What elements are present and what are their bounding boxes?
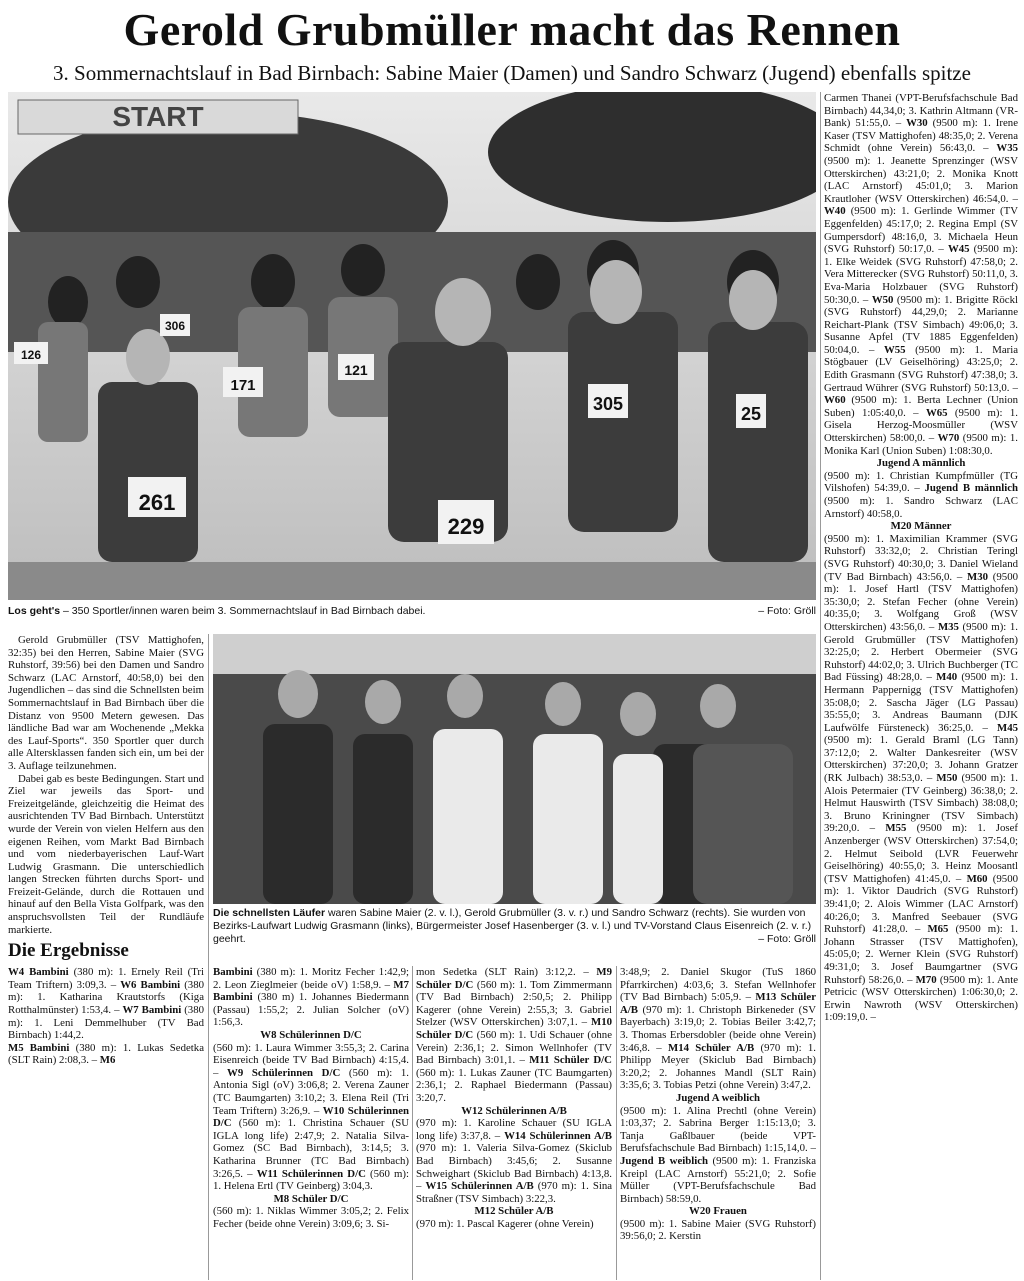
photo-winners-caption (213, 907, 816, 946)
result-category: W8 Schülerinnen D/C (260, 1028, 362, 1041)
caption-bold: Los geht's (8, 605, 61, 617)
result-text: (9500 m): 1. Alois Petermaier (TV Geinberg) 36:38,0; 2. Helmut Hauswirth (TSV Simbach) 38:08,0; 3. Bruno Kriningner (TSV Simbach) 39:20,0. – (824, 772, 1018, 835)
photo-runners-caption (8, 605, 816, 618)
result-text: (9500 m): 1. Viktor Daudrich (SVG Ruhstorf) 39:41,0; 2. Alois Wimmer (LAC Arnstorf) 40:26,0; 3. Manfred Seebauer (SVG Ruhstorf) 41:28,0. – (824, 872, 1018, 936)
result-category: W40 (824, 205, 846, 218)
result-category: M65 (927, 923, 949, 936)
article-paragraph: Gerold Grubmüller (TSV Mattighofen, 32:35) bei den Herren, Sabine Maier (SVG Ruhstorf, 39:56) bei den Damen und Sandro Schwarz (LAC Arnstorf, 40:58,0) bei den Jugendlichen – das sind die Schnellsten beim Sommernachtslauf in Bad Birnbach über die Distanz von 9500 Metern gewesen. Das ländliche Bad war am Wochenende „Mekka des Lauf-Sports“. 350 Sportler quer durch alle Altersklassen fanden sich ein, um bei der 3. Auflage teilzunehmen. (8, 634, 204, 772)
result-text: 3:48,9; 2. Daniel Skugor (TuS 1860 Pfarrkirchen) 4:03,6; 3. Stefan Wellnhofer (TV Bad Birnbach) 5:05,9. – (620, 966, 816, 1004)
result-text: (560 m): 1. Lukas Zauner (TC Baumgarten) 2:36,1; 2. Raphael Biedermann (Passau) 3:20,7. (416, 1066, 612, 1104)
result-text: (9500 m): 1. Gerlinde Wimmer (TV Eggenfelden) 45:17,0; 2. Regina Empl (SV Gumpersdorf) 48:16,0, 3. Michaela Heun (SVG Ruhstorf) 50:17,0. – (824, 205, 1018, 256)
result-text: Carmen Thanei (VPT-Berufsfachschule Bad Birnbach) 44,34,0; 3. Kathrin Altmann (VR-Bank) 51:55,0. – (824, 92, 1018, 130)
result-text: (9500 m): 1. Maria Stögbauer (LV Geiselhöring) 43:25,0; 2. Edith Grasmann (SVG Ruhstorf) 47:38,0; 3. Gertraud Wührer (SVG Ruhstorf) 50:13,0. – (824, 343, 1018, 394)
result-text: (560 m): 1. Niklas Wimmer 3:05,2; 2. Felix Fecher (beide ohne Verein) 3:09,6; 3. Si- (213, 1205, 409, 1230)
start-banner-text: START (112, 101, 204, 132)
bib-number: 171 (230, 377, 256, 394)
result-text: (560 m): 1. Laura Wimmer 3:55,3; 2. Carina Eisenreich (beide TV Bad Birnbach) 4:15,4. – (213, 1041, 409, 1079)
column-rule (616, 966, 617, 1280)
result-text: (9500 m): 1. Sabine Maier (SVG Ruhstorf) 39:56,0; 2. Kerstin (620, 1217, 816, 1243)
subheadline: 3. Sommernachtslauf in Bad Birnbach: Sabine Maier (Damen) und Sandro Schwarz (Jugend) ebenfalls spitze (53, 61, 971, 85)
column-rule (412, 966, 413, 1280)
result-text: (9500 m): 1. Gisela Herzog-Moosmüller (WSV Otterskirchen) 58:00,0. – (824, 406, 1018, 445)
result-category: M13 Schüler A/B (620, 991, 816, 1016)
result-text: (9500 m): 1. Josef Hartl (TSV Mattighofen) 35:30,0; 2. Stefan Fecher (ohne Verein) 40:35,0; 3. Wolfgang Groß (WSV Otterskirchen) 43:56,0. – (824, 570, 1018, 633)
result-category: Jugend A weiblich (676, 1091, 760, 1104)
result-category: M70 (915, 973, 937, 986)
result-category: M60 (966, 872, 988, 885)
result-text: (970 m): 1. Valeria Silva-Gomez (Skiclub Bad Birnbach) 3:45,6; 2. Susanne Schweighart (Skiclub Bad Birnbach) 4:13,8. – (416, 1142, 612, 1193)
result-category: Jugend B männlich (924, 482, 1018, 495)
column-rule (820, 92, 821, 1280)
result-entry: W4 Bambini (380 m): 1. Ernely Reil (Tri Team Triftern) 3:09,3. – (8, 966, 204, 991)
result-text: (9500 m): 1. Gerald Braml (LG Tann) 37:12,0; 2. Walter Dankesreiter (WSV Otterskirchen) 37:20,0; 3. Johann Gratzer (RK Julbach) 38:53,0. – (824, 734, 1018, 785)
result-category: M8 Schüler D/C (273, 1192, 349, 1205)
result-entry: W7 Bambini (380 m): 1. Leni Demmelhuber (TV Bad Birnbach) 1:44,2. (8, 1004, 204, 1042)
result-text: (9500 m): 1. Sandro Schwarz (LAC Arnstorf) 40:58,0. (824, 495, 1018, 520)
bib-number: 305 (592, 394, 624, 414)
headline: Gerold Grubmüller macht das Rennen (123, 4, 901, 55)
result-category: W14 Schülerinnen A/B (504, 1129, 612, 1142)
result-text: (970 m): 1. Karoline Schauer (SU IGLA long life) 3:37,8. – (416, 1117, 612, 1142)
result-category: M9 Schüler D/C (416, 966, 612, 991)
results-column-3 (416, 966, 612, 1280)
result-text: (560 m): 1. Helena Ertl (TV Geinberg) 3:04,3. (213, 1167, 409, 1193)
result-category: M45 (997, 721, 1018, 734)
results-column-4 (620, 966, 816, 1280)
result-text: (970 m): 1. Christoph Birkeneder (SV Bayerbach) 3:19,0; 2. Tobias Beiler 3:42,7; 3. Thomas Erbersdobler (beide ohne Verein) 3:46,8. – (620, 1003, 816, 1054)
result-category: W30 (906, 117, 928, 130)
bib-number: 229 (447, 514, 485, 539)
bib-number: 25 (740, 404, 762, 424)
result-entry: M6 (99, 1054, 116, 1067)
photo-runners (8, 92, 816, 600)
photo-winners (213, 634, 816, 904)
result-category: M12 Schüler A/B (474, 1205, 554, 1218)
result-text: (970 m): 1. Sina Straßner (TSV Simbach) 3:22,3. (416, 1180, 612, 1205)
result-category: W9 Schülerinnen D/C (227, 1066, 341, 1079)
result-text: (9500 m): 1. Ante Petricic (WSV Otterskirchen) 1:06:30,0; 2. Erwin Nawroth (WSV Otterskirchen) 1:09:19,0. – (824, 973, 1018, 1024)
result-text: (9500 m): 1. Jeanette Sprenzinger (WSV Otterskirchen) 43:21,0; 2. Monika Knott (LAC Arnstorf) 45:01,0; 3. Marion Krautloher (WSV Otterskirchen) 46:54,0. – (824, 154, 1018, 205)
photo-credit: – Foto: Gröll (758, 933, 816, 945)
result-category: W55 (883, 343, 906, 356)
result-category: M10 Schüler D/C (416, 1016, 612, 1041)
result-category: M14 Schüler A/B (668, 1041, 755, 1054)
result-text: (9500 m): 1. Franziska Kreipl (LAC Arnstorf) 55:21,0; 2. Sofie Müller (VPT-Berufsfachschule Bad Birnbach) 58:59,0. (620, 1154, 816, 1205)
bib-number: 306 (164, 319, 186, 333)
result-category: W35 (996, 142, 1018, 155)
result-text: (9500 m): 1. Gerold Grubmüller (TSV Mattighofen) 32:25,0; 2. Herbert Obermeier (SVG Ruhstorf) 44:02,0; 3. Ulrich Buchberger (TC Bad Füssing) 48:28,0. – (824, 620, 1018, 684)
result-category: M50 (936, 772, 958, 785)
result-text: (9500 m): 1. Irene Kaser (TSV Mattighofen) 48:35,0; 2. Verena Schmidt (ohne Verein) 56:43,0. – (824, 117, 1018, 155)
results-heading: Die Ergebnisse (8, 940, 129, 962)
photo-credit: – Foto: Gröll (758, 605, 816, 617)
caption-text: – 350 Sportler/innen waren beim 3. Sommernachtslauf in Bad Birnbach dabei. (60, 605, 426, 617)
result-category: W50 (871, 293, 894, 306)
result-text: (9500 m): 1. Johann Strasser (TSV Mattighofen), 45:05,0; 2. Werner Klein (SVG Ruhstorf) 49:31,0; 3. Josef Baumgartner (SVG Ruhstorf) 58:26,0. – (824, 923, 1018, 986)
result-category: W65 (925, 406, 948, 419)
column-rule (208, 634, 209, 1280)
result-text: (380 m) 1. Johannes Biedermann (Passau) 1:55,2; 2. Julian Solcher (oV) 1:56,3. (213, 991, 409, 1029)
result-text: (560 m): 1. Antonia Sigl (oV) 3:06,8; 2. Verena Zauner (TC Baumgarten) 3:10,2; 3. Elena Reil (Tri Team Triftern) 3:26,9. – (213, 1066, 409, 1117)
result-text: (9500 m): 1. Alina Prechtl (ohne Verein) 1:03,37; 2. Sabrina Berger 1:15:13,0; 3. Tanja Gaßlbauer (beide VPT-Berufsfachschule Bad Birnbach) 1:15,14,0. – (620, 1104, 816, 1155)
results-list-col1 (8, 966, 204, 1067)
result-text: (970 m): 1. Philipp Meyer (Skiclub Bad Birnbach) 3:20,2; 2. Johannes Mandl (SLT Rain) 3:35,6; 3. Tobias Petzi (ohne Verein) 3:47,2. (620, 1041, 816, 1092)
result-entry: M5 Bambini (380 m): 1. Lukas Sedetka (SLT Rain) 2:08,3. – (8, 1041, 204, 1067)
result-category: Jugend B weiblich (620, 1154, 709, 1167)
result-text: (9500 m): 1. Elke Weidek (SVG Ruhstorf) 47:58,0; 2. Vera Mitterecker (SVG Ruhstorf) 50:11,0, 3. Eva-Maria Holzbauer (SVG Ruhstorf) 50:30,0. – (824, 243, 1018, 306)
result-text: (9500 m): 1. Brigitte Röckl (SVG Ruhstorf) 44,29,0; 2. Marianne Reichart-Plank (TSV Simbach) 49:06,0; 3. Susanne Apfel (TV 1885 Eggenfelden) 50:04,0. – (824, 293, 1018, 356)
result-category: W15 Schülerinnen A/B (425, 1180, 534, 1193)
result-category: M20 Männer (890, 520, 952, 533)
results-column-2 (213, 966, 409, 1280)
result-category: M55 (885, 822, 907, 835)
result-entry: Bambini (380 m): 1. Moritz Fecher 1:42,9; 2. Leon Zieglmeier (beide oV) 1:58,9. – (213, 966, 409, 991)
bib-number: 121 (344, 362, 368, 378)
result-category: W11 Schülerinnen D/C (256, 1167, 366, 1180)
photo-runners-image (8, 92, 816, 600)
result-category: Jugend A männlich (876, 457, 966, 470)
article-paragraph: Dabei gab es beste Bedingungen. Start und Ziel war jeweils das Sport- und Freizeitgelände, gleichzeitig die Heimat des ausrichtenden TV Bad Birnbach. Unterstützt wurde der Verein von vielen Helfern aus den eigenen Reihen, vom Markt Bad Birnbach und vom niederbayerischen Lauf-Wart Ludwig Grasmann. Die unterschiedlich langen Strecken führten durchs Sport- und Freizeit-Gelände, durch die Rottauen und hinauf auf den Bella Vista Golfpark, was den anspruchsvollsten Teil der Rundläufe markierte. (8, 772, 204, 936)
result-text: (560 m): 1. Christina Schauer (SU IGLA long life) 2:47,9; 2. Natalia Silva-Gomez (SC Bad Birnbach), 3:14,5; 3. Katharina Brunner (TC Bad Birnbach) 3:26,5. – (213, 1117, 409, 1180)
results-column-5 (824, 92, 1018, 1280)
result-text: (970 m): 1. Pascal Kagerer (ohne Verein) (416, 1217, 594, 1230)
result-text: (9500 m): 1. Maximilian Krammer (SVG Ruhstorf) 33:32,0; 2. Christian Teringl (SVG Ruhstorf) 40:30,0; 3. Daniel Wieland (TV Bad Birnbach) 43:56,0. – (824, 532, 1018, 583)
result-category: M40 (936, 671, 958, 684)
result-category: W10 Schülerinnen D/C (213, 1104, 409, 1130)
result-category: W20 Frauen (689, 1205, 747, 1218)
result-text: (9500 m): 1. Josef Anzenberger (WSV Otterskirchen) 37:54,0; 2. Helmut Seibold (LVR Feuerwehr Geiselhöring) 40:55,0; 3. Heinz Moosantl (TSV Mattighofen) 41:45,0. – (824, 822, 1018, 885)
result-category: W45 (947, 243, 970, 256)
result-entry: M7 Bambini (213, 978, 409, 1004)
result-category: W60 (824, 394, 846, 407)
bib-number: 126 (20, 348, 42, 362)
result-category: W12 Schülerinnen A/B (461, 1104, 567, 1117)
result-entry: W6 Bambini (380 m): 1. Katharina Krautstorfs (Kiga Rotthalmünster) 1:53,4. – (8, 978, 204, 1017)
caption-bold: Die schnellsten Läufer (213, 907, 326, 919)
result-text: (560 m): 1. Tom Zimmermann (TV Bad Birnbach) 2:50,5; 2. Philipp Kagerer (ohne Verein) 2:55,3; 3. Gabriel Stelzer (WSV Otterskirchen) 3:07,1. – (416, 978, 612, 1029)
photo-winners-image (213, 634, 816, 904)
result-category: M11 Schüler D/C (529, 1054, 612, 1067)
result-text: (9500 m): 1. Monika Karl (Union Suben) 1:08:30,0. (824, 432, 1018, 457)
result-text: (9500 m): 1. Hermann Pappernigg (TSV Mattighofen) 35:08,0; 2. Sascha Jäger (LG Passau) 35:55,0; 3. Andreas Baumann (DJK Laufwölfe Fürsteneck) 36:25,0. – (824, 671, 1018, 734)
result-text: (9500 m): 1. Christian Kumpfmüller (TG Vilshofen) 54:39,0. – (824, 469, 1018, 495)
result-text: mon Sedetka (SLT Rain) 3:12,2. – (416, 966, 597, 978)
result-category: M30 (967, 570, 989, 583)
article-column-1 (8, 634, 204, 1280)
result-category: M35 (937, 620, 959, 633)
bib-number: 261 (138, 490, 176, 515)
result-text: (560 m): 1. Udi Schauer (ohne Verein) 2:36,1; 2. Simon Wellnhofer (TV Bad Birnbach) 3:01,1. – (416, 1028, 612, 1067)
result-text: (9500 m): 1. Berta Lechner (Union Suben) 1:05:40,0. – (824, 394, 1018, 419)
result-category: W70 (937, 432, 960, 445)
caption-text: waren Sabine Maier (2. v. l.), Gerold Grubmüller (3. v. r.) und Sandro Schwarz (rechts). Sie wurden von Bezirks-Laufwart Ludwig Grasmann (links), Bürgermeister Josef Hasenberger (3. v. l.) und TV-Vorstand Claus Eisenreich (2. v. r.) geehrt. (213, 907, 812, 945)
